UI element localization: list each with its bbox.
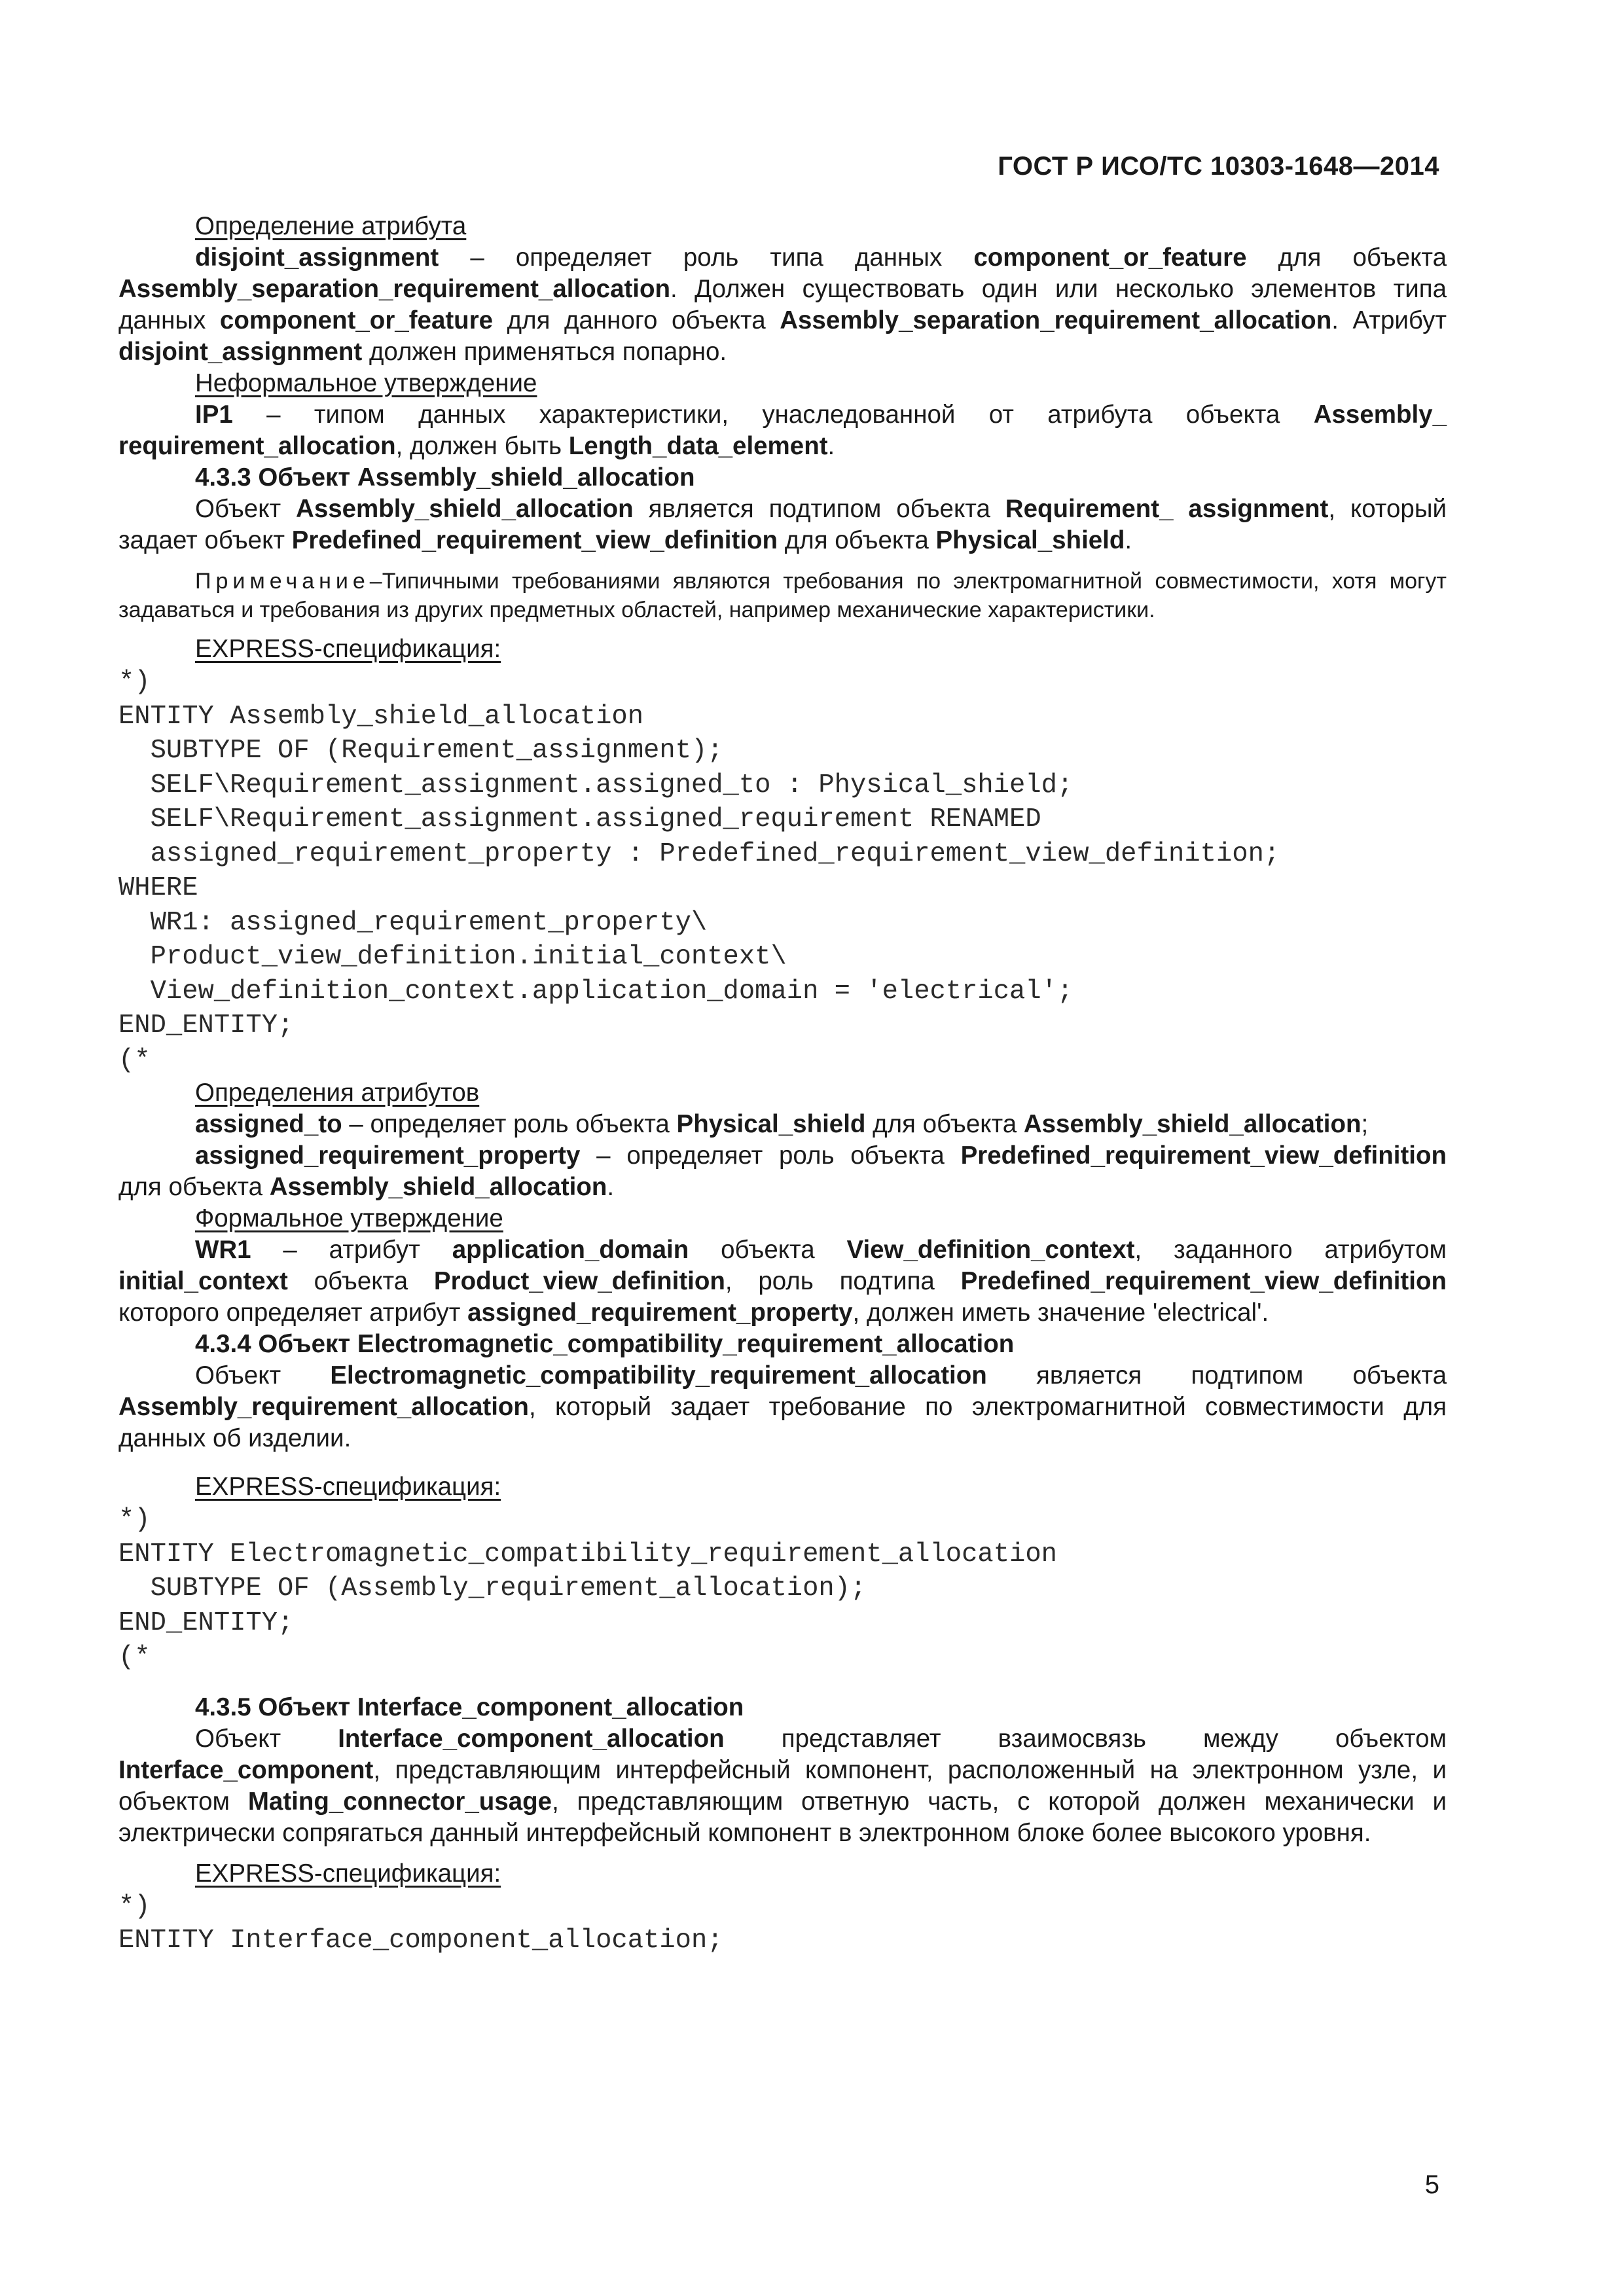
section-4-3-4-title: 4.3.4 Объект Electromagnetic_compatibility_requirement_allocation	[195, 1330, 1015, 1358]
text-run: которого определяет атрибут	[118, 1299, 468, 1327]
text-run: .	[1125, 526, 1132, 554]
bold-term: Mating_connector_usage	[247, 1787, 552, 1816]
bold-term: Assembly_ requirement_allocation	[118, 401, 1447, 460]
bold-term: Assembly_shield_allocation	[269, 1173, 607, 1201]
text-run: , заданного атрибутом	[1134, 1236, 1447, 1264]
bold-term: IP1	[195, 401, 233, 429]
text-run: – типом данных характеристики, унаследованной от атрибута объекта	[232, 401, 1314, 429]
bold-term: application_domain	[452, 1236, 689, 1264]
text-run: – атрибут	[251, 1236, 452, 1264]
document-id-header: ГОСТ Р ИСО/ТС 10303-1648—2014	[998, 152, 1439, 181]
section-4-3-3-title: 4.3.3 Объект Assembly_shield_allocation	[195, 463, 695, 492]
bold-term: Physical_shield	[935, 526, 1125, 554]
bold-term: disjoint_assignment	[195, 243, 439, 272]
bold-term: View_definition_context	[846, 1236, 1135, 1264]
text-run: , представляющим интерфейсный компонент, расположенный на электронном узле, и объектом	[118, 1755, 1447, 1816]
text-run: , должен иметь значение 'electrical'.	[852, 1299, 1269, 1327]
text-run: Объект	[195, 1724, 338, 1753]
express-code-interface-component: *) ENTITY Interface_component_allocation;	[118, 1891, 723, 1956]
text-run: – определяет роль объекта	[580, 1141, 961, 1170]
text-run: представляет взаимосвязь между объектом	[724, 1724, 1447, 1753]
text-run: должен применяться попарно.	[362, 338, 727, 366]
section-4-3-4-intro	[118, 1360, 1447, 1454]
text-run: является подтипом объекта	[633, 495, 1005, 523]
bold-term: assigned_requirement_property	[467, 1299, 853, 1327]
text-run: , должен быть	[395, 432, 569, 460]
informal-proposition-heading: Неформальное утверждение	[195, 369, 537, 397]
bold-term: assigned_to	[195, 1110, 342, 1138]
attribute-definition-heading: Определение атрибута	[195, 212, 467, 240]
bold-term: Interface_component_allocation	[338, 1724, 725, 1753]
wr1-paragraph	[118, 1234, 1447, 1329]
text-run: , который задает требование по электромагнитной совместимости для данных об изделии.	[118, 1393, 1447, 1452]
bold-term: Physical_shield	[676, 1110, 866, 1138]
formal-proposition-heading: Формальное утверждение	[195, 1204, 503, 1232]
bold-term: Requirement_ assignment	[1005, 495, 1329, 523]
text-run: – определяет роль типа данных	[439, 243, 974, 272]
text-run: является подтипом объекта	[986, 1361, 1447, 1390]
bold-term: Electromagnetic_compatibility_requirement_allocation	[330, 1361, 987, 1390]
text-run: Объект	[195, 1361, 331, 1390]
section-4-3-5-title: 4.3.5 Объект Interface_component_allocation	[195, 1693, 744, 1721]
express-spec-label-3: EXPRESS-спецификация:	[195, 1859, 501, 1888]
text-run: .	[827, 432, 835, 460]
bold-term: component_or_feature	[219, 306, 494, 334]
bold-term: Assembly_separation_requirement_allocation	[118, 275, 671, 303]
page-number: 5	[1424, 2170, 1439, 2199]
ip1-paragraph	[118, 399, 1447, 462]
assigned-to-definition	[118, 1109, 1447, 1140]
attribute-definitions-heading: Определения атрибутов	[195, 1079, 480, 1107]
bold-term: Assembly_shield_allocation	[1023, 1110, 1362, 1138]
text-run: для объекта	[1246, 243, 1447, 272]
bold-term: Assembly_separation_requirement_allocation	[780, 306, 1332, 334]
note-paragraph	[118, 567, 1447, 624]
text-run: , который задает объект	[118, 495, 1447, 554]
bold-term: component_or_feature	[973, 243, 1247, 272]
bold-term: Product_view_definition	[433, 1267, 725, 1295]
text-run: для объекта	[778, 526, 936, 554]
disjoint-assignment-paragraph	[118, 242, 1447, 368]
express-code-assembly-shield: *) ENTITY Assembly_shield_allocation SUBTYPE OF (Requirement_assignment); SELF\Requirement_assignment.assigned_to : Physical_shield; SELF\Requirement_assignment.assigned_requirement RENAMED assigned_requirement_property : Predefined_requirement_view_definition; WHERE WR1: assigned_requirement_property\ Product_view_definition.initial_context\ View_definition_context.application_domain = 'electrical'; END_ENTITY; (*	[118, 667, 1280, 1075]
text-run: .	[607, 1173, 615, 1201]
bold-term: Predefined_requirement_view_definition	[960, 1141, 1447, 1170]
bold-term: Interface_component	[118, 1755, 374, 1784]
section-4-3-5-intro	[118, 1723, 1447, 1849]
text-run: для объекта	[118, 1173, 270, 1201]
text-run: для данного объекта	[493, 306, 780, 334]
express-spec-label-2: EXPRESS-спецификация:	[195, 1473, 501, 1501]
text-run: . Должен существовать один или несколько элементов типа данных	[118, 275, 1447, 334]
bold-term: assigned_requirement_property	[195, 1141, 581, 1170]
text-run: объекта	[287, 1267, 434, 1295]
text-run: Объект	[195, 495, 297, 523]
text-run: ;	[1361, 1110, 1369, 1138]
bold-term: Assembly_shield_allocation	[296, 495, 634, 523]
text-run: – определяет роль объекта	[342, 1110, 677, 1138]
text-run: для объекта	[865, 1110, 1024, 1138]
assigned-requirement-property-definition	[118, 1140, 1447, 1203]
page-content	[118, 211, 1447, 1958]
bold-term: Predefined_requirement_view_definition	[291, 526, 778, 554]
note-text: –Типичными требованиями являются требования по электромагнитной совместимости, хотя могут задаваться и требования из других предметных областей, например механические характеристики.	[118, 569, 1447, 622]
express-code-emc-allocation: *) ENTITY Electromagnetic_compatibility_requirement_allocation SUBTYPE OF (Assembly_requirement_allocation); END_ENTITY; (*	[118, 1505, 1057, 1672]
section-4-3-3-intro	[118, 493, 1447, 556]
text-run: , роль подтипа	[725, 1267, 961, 1295]
text-run: , представляющим ответную часть, с которой должен механически и электрически сопрягаться данный интерфейсный компонент в электронном блоке более высокого уровня.	[118, 1787, 1447, 1847]
express-spec-label-1: EXPRESS-спецификация:	[195, 635, 501, 663]
bold-term: Length_data_element	[568, 432, 828, 460]
bold-term: initial_context	[118, 1267, 288, 1295]
bold-term: Predefined_requirement_view_definition	[960, 1267, 1447, 1295]
note-label: Примечание	[195, 569, 370, 594]
bold-term: disjoint_assignment	[118, 338, 363, 366]
bold-term: WR1	[195, 1236, 251, 1264]
bold-term: Assembly_requirement_allocation	[118, 1393, 529, 1421]
text-run: объекта	[689, 1236, 847, 1264]
text-run: . Атрибут	[1331, 306, 1447, 334]
